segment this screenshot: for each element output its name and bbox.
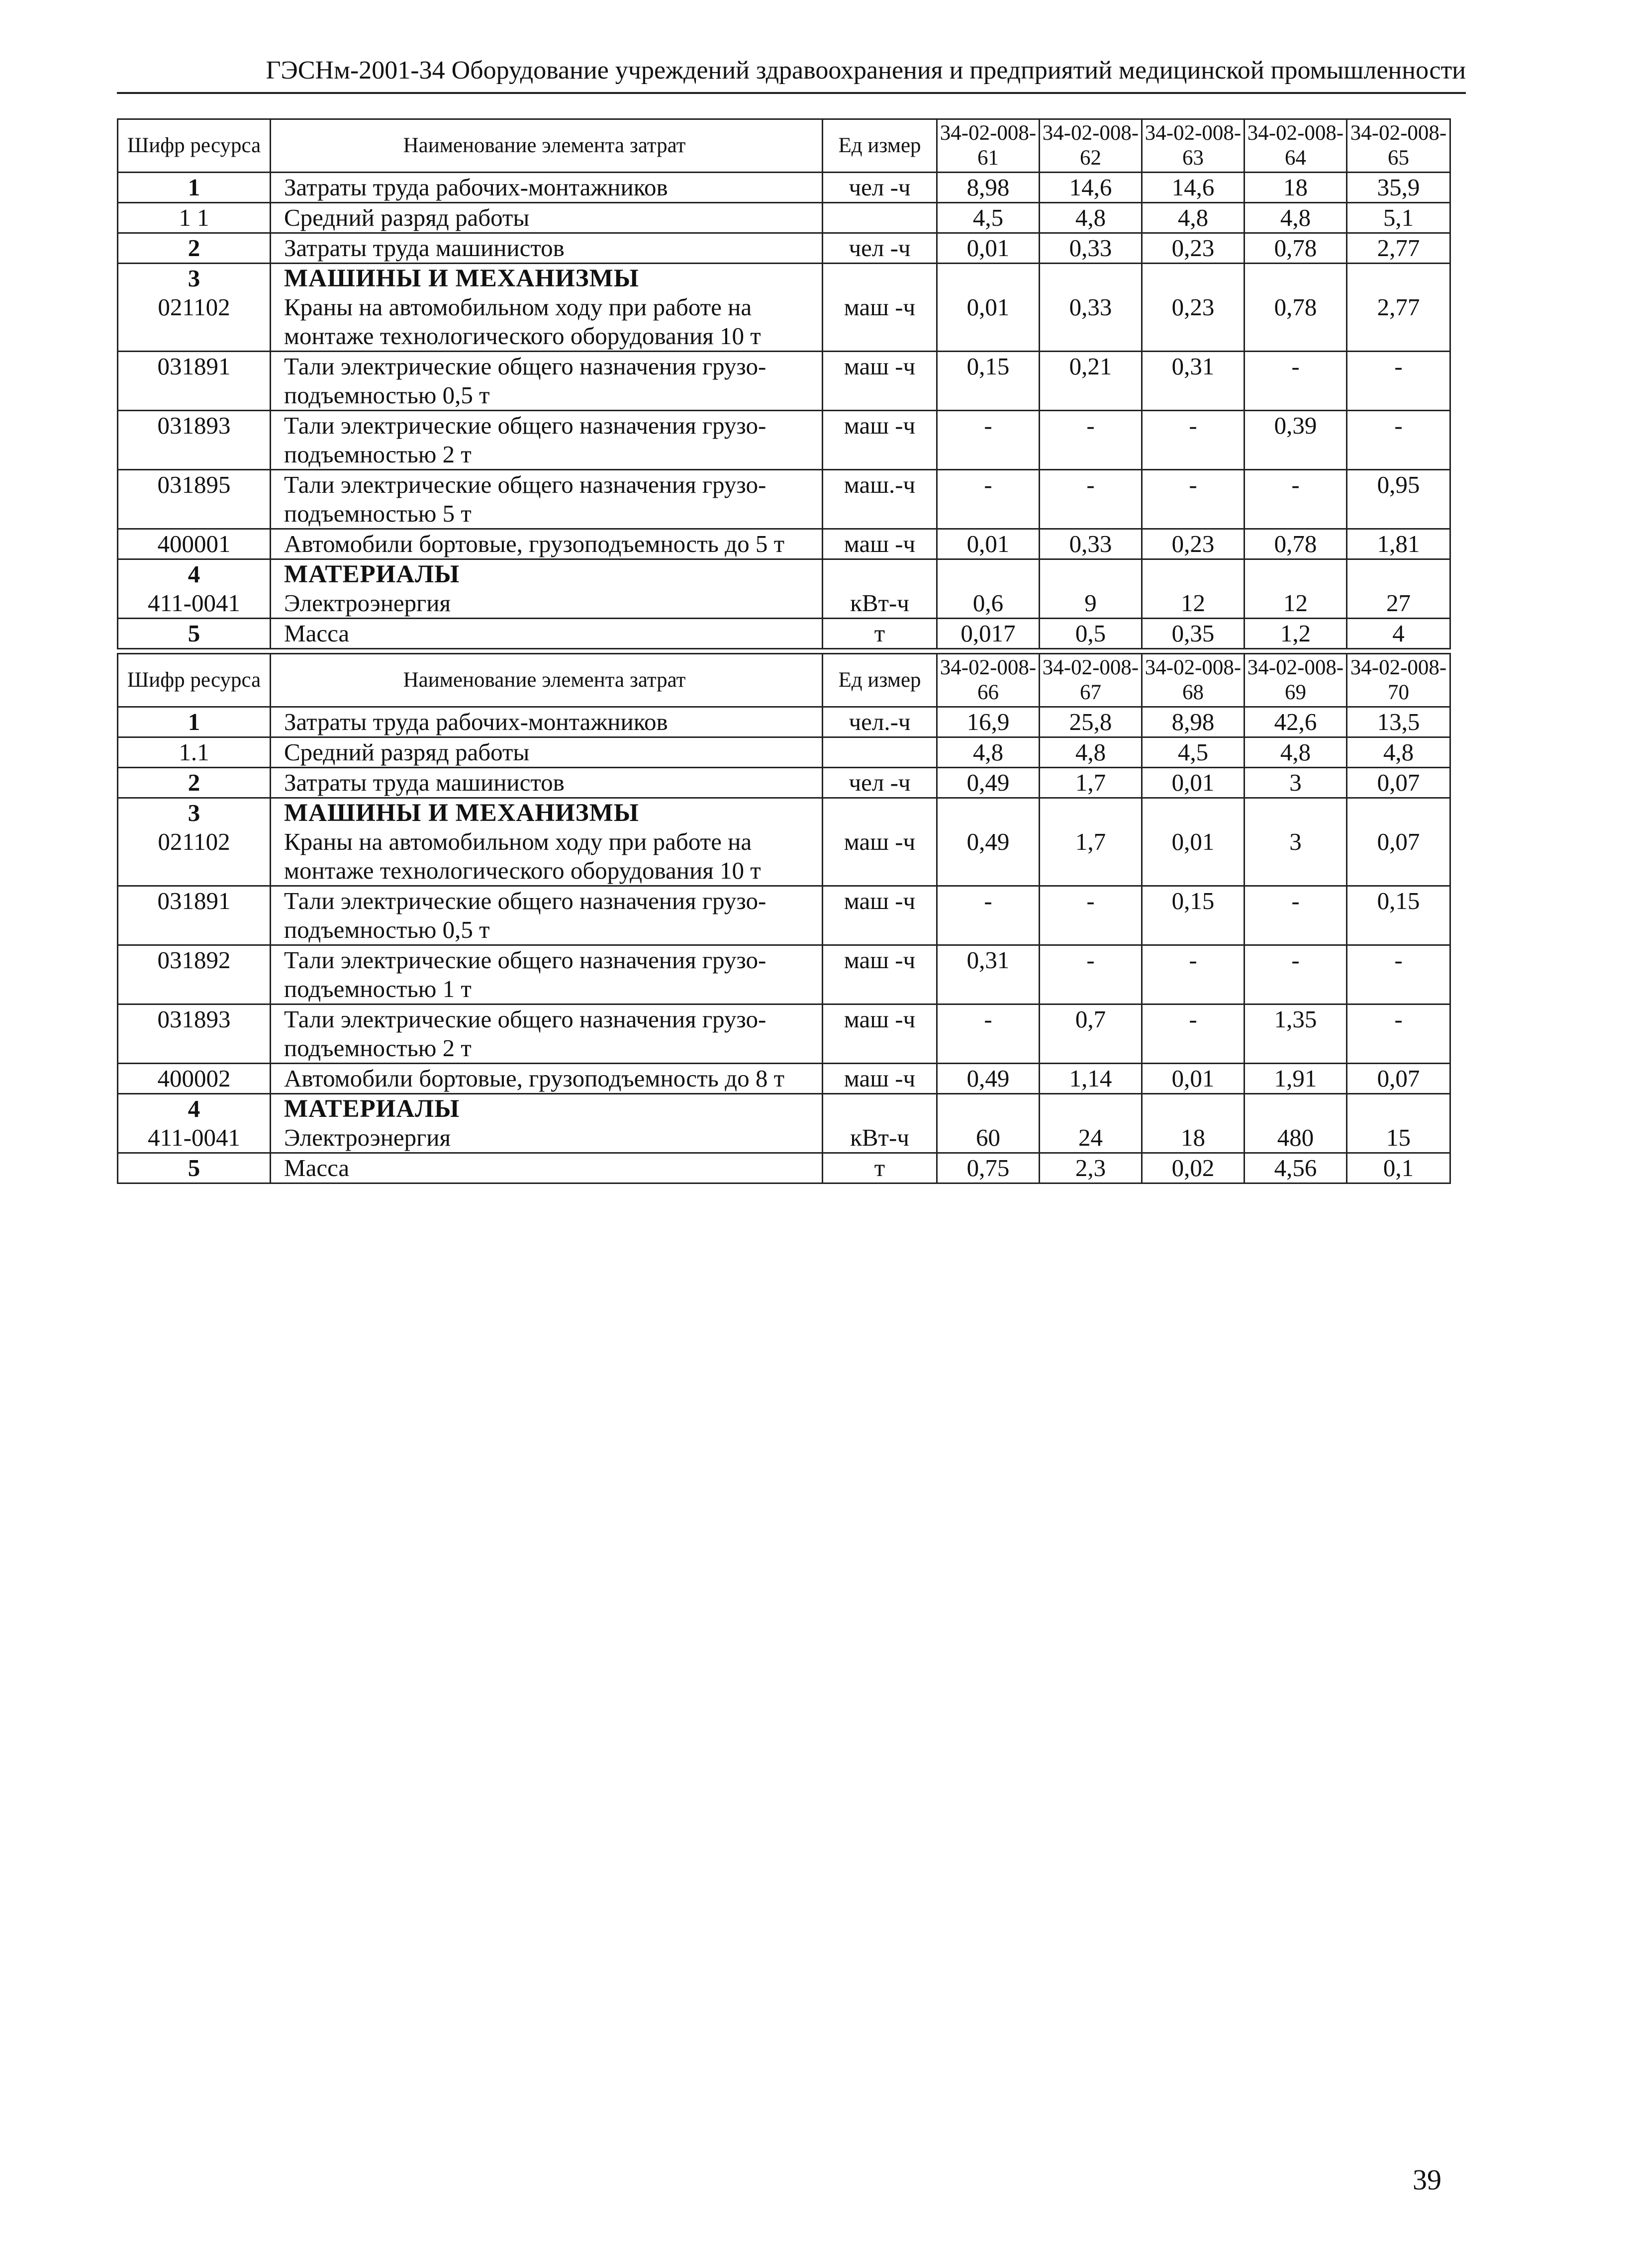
resource-value: 0,23	[1142, 529, 1245, 559]
header-code: Шифр ресурса	[118, 119, 271, 173]
row-labor-workers	[118, 173, 1450, 203]
resource-value	[1245, 264, 1347, 293]
resource-value: 0,02	[1142, 1153, 1245, 1183]
resource-value	[1245, 559, 1347, 589]
row-machine	[118, 827, 1450, 886]
resource-code: 031891	[118, 886, 271, 945]
section-machines	[118, 798, 1450, 828]
resource-value	[1347, 559, 1450, 589]
resource-value: 0,35	[1142, 619, 1245, 649]
resource-value	[937, 559, 1040, 589]
resource-name: Затраты труда рабочих-монтажников	[271, 173, 823, 203]
table-header-row	[118, 119, 1450, 173]
resource-value	[1347, 264, 1450, 293]
resource-value: 4,56	[1245, 1153, 1347, 1183]
resource-value: 0,39	[1245, 411, 1347, 470]
resource-unit	[823, 203, 937, 233]
resource-value: 24	[1040, 1123, 1142, 1153]
resource-value: -	[1245, 352, 1347, 411]
resource-value: 35,9	[1347, 173, 1450, 203]
resource-value: 1,81	[1347, 529, 1450, 559]
resource-value	[1347, 1094, 1450, 1124]
resource-unit: маш -ч	[823, 293, 937, 352]
resource-name: Тали электрические общего назначения грузо-подъемностью 0,5 т	[271, 886, 823, 945]
resource-value: 0,01	[937, 293, 1040, 352]
resource-table-1	[117, 118, 1451, 649]
resource-value: 0,33	[1040, 529, 1142, 559]
resource-value	[1040, 264, 1142, 293]
resource-value: 0,1	[1347, 1153, 1450, 1183]
resource-unit: т	[823, 1153, 937, 1183]
resource-value: 1,7	[1040, 768, 1142, 798]
resource-code: 031891	[118, 352, 271, 411]
resource-value: -	[1142, 411, 1245, 470]
resource-name: МАТЕРИАЛЫ	[271, 559, 823, 589]
resource-value: 4	[1347, 619, 1450, 649]
resource-unit	[823, 798, 937, 828]
resource-value: 4,5	[1142, 737, 1245, 768]
resource-value: 1,35	[1245, 1004, 1347, 1064]
resource-value: 0,01	[1142, 827, 1245, 886]
resource-value	[937, 264, 1040, 293]
resource-value	[1142, 264, 1245, 293]
resource-value: 0,01	[1142, 1064, 1245, 1094]
resource-value: 2,77	[1347, 293, 1450, 352]
resource-value: 0,15	[1347, 886, 1450, 945]
resource-name: Затраты труда машинистов	[271, 768, 823, 798]
resource-code: 031892	[118, 945, 271, 1004]
header-norm-code: 34-02-008-64	[1245, 119, 1347, 173]
row-mass	[118, 619, 1450, 649]
resource-value: 0,49	[937, 1064, 1040, 1094]
resource-value: 4,8	[1040, 737, 1142, 768]
resource-unit: маш -ч	[823, 1064, 937, 1094]
resource-name: Масса	[271, 1153, 823, 1183]
resource-value: -	[1142, 470, 1245, 529]
row-machine	[118, 945, 1450, 1004]
section-materials	[118, 1094, 1450, 1124]
resource-value: 4,8	[937, 737, 1040, 768]
resource-value: 4,8	[1245, 737, 1347, 768]
resource-value: 0,78	[1245, 293, 1347, 352]
resource-value: 480	[1245, 1123, 1347, 1153]
header-norm-code: 34-02-008-68	[1142, 654, 1245, 707]
resource-value: -	[937, 886, 1040, 945]
resource-value: 0,33	[1040, 233, 1142, 264]
resource-code: 1	[118, 707, 271, 737]
resource-value: 12	[1245, 589, 1347, 619]
resource-name: Масса	[271, 619, 823, 649]
resource-unit: маш -ч	[823, 945, 937, 1004]
resource-value: -	[937, 470, 1040, 529]
resource-unit: чел -ч	[823, 233, 937, 264]
resource-value: 0,75	[937, 1153, 1040, 1183]
resource-value: 0,49	[937, 768, 1040, 798]
row-labor-operators	[118, 233, 1450, 264]
resource-table-2	[117, 653, 1451, 1184]
header-norm-code: 34-02-008-69	[1245, 654, 1347, 707]
resource-name: Электроэнергия	[271, 1123, 823, 1153]
resource-name: Краны на автомобильном ходу при работе на монтаже технологического оборудования 10 т	[271, 827, 823, 886]
header-norm-code: 34-02-008-67	[1040, 654, 1142, 707]
resource-name: Автомобили бортовые, грузоподъемность до 5 т	[271, 529, 823, 559]
resource-value: 0,5	[1040, 619, 1142, 649]
resource-value: 0,07	[1347, 768, 1450, 798]
resource-value: -	[937, 1004, 1040, 1064]
resource-name: МАШИНЫ И МЕХАНИЗМЫ	[271, 264, 823, 293]
resource-unit: маш -ч	[823, 411, 937, 470]
resource-name: МАШИНЫ И МЕХАНИЗМЫ	[271, 798, 823, 828]
resource-code: 1.1	[118, 737, 271, 768]
resource-name: Краны на автомобильном ходу при работе на монтаже технологического оборудования 10 т	[271, 293, 823, 352]
resource-value: 0,33	[1040, 293, 1142, 352]
resource-code: 2	[118, 233, 271, 264]
resource-value: 14,6	[1040, 173, 1142, 203]
resource-value	[1245, 1094, 1347, 1124]
resource-unit: т	[823, 619, 937, 649]
resource-value: 14,6	[1142, 173, 1245, 203]
resource-code: 5	[118, 619, 271, 649]
resource-value: 0,23	[1142, 293, 1245, 352]
resource-value: -	[1347, 352, 1450, 411]
row-avg-grade	[118, 203, 1450, 233]
resource-name: Автомобили бортовые, грузоподъемность до 8 т	[271, 1064, 823, 1094]
resource-name: Средний разряд работы	[271, 737, 823, 768]
resource-name: Тали электрические общего назначения грузо-подъемностью 5 т	[271, 470, 823, 529]
resource-value: -	[1040, 886, 1142, 945]
resource-value: 1,2	[1245, 619, 1347, 649]
resource-unit	[823, 264, 937, 293]
resource-code: 411-0041	[118, 589, 271, 619]
resource-value: -	[1245, 470, 1347, 529]
resource-unit	[823, 737, 937, 768]
resource-value: 0,7	[1040, 1004, 1142, 1064]
resource-value: 0,01	[937, 529, 1040, 559]
resource-code: 031893	[118, 1004, 271, 1064]
resource-value: 3	[1245, 827, 1347, 886]
resource-value: -	[1142, 1004, 1245, 1064]
resource-value: 9	[1040, 589, 1142, 619]
resource-unit: кВт-ч	[823, 1123, 937, 1153]
resource-code: 031895	[118, 470, 271, 529]
row-material	[118, 589, 1450, 619]
header-unit: Ед измер	[823, 119, 937, 173]
row-machine	[118, 529, 1450, 559]
resource-value	[1142, 798, 1245, 828]
header-norm-code: 34-02-008-66	[937, 654, 1040, 707]
resource-value: -	[1245, 945, 1347, 1004]
table-header-row	[118, 654, 1450, 707]
resource-value: 0,15	[937, 352, 1040, 411]
resource-value: 3	[1245, 768, 1347, 798]
resource-value	[1040, 1094, 1142, 1124]
resource-name: Затраты труда рабочих-монтажников	[271, 707, 823, 737]
header-code: Шифр ресурса	[118, 654, 271, 707]
resource-code: 4	[118, 1094, 271, 1124]
resource-unit: чел.-ч	[823, 707, 937, 737]
resource-unit	[823, 1094, 937, 1124]
row-machine	[118, 470, 1450, 529]
resource-value: 0,07	[1347, 827, 1450, 886]
row-machine	[118, 352, 1450, 411]
resource-unit: чел -ч	[823, 768, 937, 798]
resource-value: -	[1040, 470, 1142, 529]
resource-value	[937, 798, 1040, 828]
resource-value: 18	[1142, 1123, 1245, 1153]
resource-value: -	[1347, 411, 1450, 470]
resource-name: МАТЕРИАЛЫ	[271, 1094, 823, 1124]
resource-name: Тали электрические общего назначения грузо-подъемностью 2 т	[271, 1004, 823, 1064]
resource-value: 15	[1347, 1123, 1450, 1153]
resource-value	[1347, 798, 1450, 828]
resource-value: 0,21	[1040, 352, 1142, 411]
resource-code: 1 1	[118, 203, 271, 233]
row-mass	[118, 1153, 1450, 1183]
row-material	[118, 1123, 1450, 1153]
resource-value: -	[1040, 945, 1142, 1004]
resource-value: 27	[1347, 589, 1450, 619]
resource-value: 42,6	[1245, 707, 1347, 737]
row-labor-operators	[118, 768, 1450, 798]
resource-value: -	[1347, 945, 1450, 1004]
resource-value	[1142, 1094, 1245, 1124]
resource-code: 031893	[118, 411, 271, 470]
resource-code: 3	[118, 264, 271, 293]
header-rule	[117, 92, 1466, 94]
row-machine	[118, 886, 1450, 945]
resource-value: 0,017	[937, 619, 1040, 649]
resource-unit: маш -ч	[823, 827, 937, 886]
header-unit: Ед измер	[823, 654, 937, 707]
resource-name: Тали электрические общего назначения грузо-подъемностью 2 т	[271, 411, 823, 470]
resource-unit: маш -ч	[823, 529, 937, 559]
resource-value: 0,95	[1347, 470, 1450, 529]
resource-value: -	[937, 411, 1040, 470]
resource-unit: маш -ч	[823, 1004, 937, 1064]
resource-unit: маш.-ч	[823, 470, 937, 529]
resource-value: -	[1245, 886, 1347, 945]
resource-value: 0,49	[937, 827, 1040, 886]
resource-unit: кВт-ч	[823, 589, 937, 619]
resource-value	[1040, 798, 1142, 828]
page-header-title: ГЭСНм-2001-34 Оборудование учреждений здравоохранения и предприятий медицинской промышленности	[266, 56, 1466, 85]
resource-value: -	[1347, 1004, 1450, 1064]
resource-name: Электроэнергия	[271, 589, 823, 619]
resource-value: 0,78	[1245, 233, 1347, 264]
row-machine	[118, 411, 1450, 470]
header-norm-code: 34-02-008-62	[1040, 119, 1142, 173]
resource-value: 4,5	[937, 203, 1040, 233]
resource-value: 13,5	[1347, 707, 1450, 737]
resource-value: 1,14	[1040, 1064, 1142, 1094]
resource-code: 021102	[118, 827, 271, 886]
resource-value: 4,8	[1142, 203, 1245, 233]
resource-code: 2	[118, 768, 271, 798]
section-machines	[118, 264, 1450, 293]
resource-value: 0,23	[1142, 233, 1245, 264]
resource-value: 1,7	[1040, 827, 1142, 886]
resource-value: 0,01	[937, 233, 1040, 264]
resource-value: 25,8	[1040, 707, 1142, 737]
row-labor-workers	[118, 707, 1450, 737]
resource-unit	[823, 559, 937, 589]
resource-code: 1	[118, 173, 271, 203]
resource-value: 0,6	[937, 589, 1040, 619]
resource-value: 8,98	[937, 173, 1040, 203]
resource-value	[1245, 798, 1347, 828]
resource-value: 5,1	[1347, 203, 1450, 233]
resource-value: 0,78	[1245, 529, 1347, 559]
header-name: Наименование элемента затрат	[271, 119, 823, 173]
resource-value: 1,91	[1245, 1064, 1347, 1094]
resource-unit: чел -ч	[823, 173, 937, 203]
resource-value: -	[1040, 411, 1142, 470]
resource-code: 3	[118, 798, 271, 828]
header-norm-code: 34-02-008-65	[1347, 119, 1450, 173]
row-machine	[118, 1064, 1450, 1094]
resource-name: Тали электрические общего назначения грузо-подъемностью 0,5 т	[271, 352, 823, 411]
resource-value: 2,77	[1347, 233, 1450, 264]
resource-unit: маш -ч	[823, 352, 937, 411]
resource-value: 4,8	[1245, 203, 1347, 233]
resource-value: 12	[1142, 589, 1245, 619]
resource-name: Тали электрические общего назначения грузо-подъемностью 1 т	[271, 945, 823, 1004]
resource-value: 60	[937, 1123, 1040, 1153]
resource-value	[1040, 559, 1142, 589]
resource-code: 400001	[118, 529, 271, 559]
resource-value: 16,9	[937, 707, 1040, 737]
resource-value: 0,15	[1142, 886, 1245, 945]
resource-value: 18	[1245, 173, 1347, 203]
page-number: 39	[1413, 2164, 1441, 2196]
header-norm-code: 34-02-008-61	[937, 119, 1040, 173]
resource-value: 4,8	[1040, 203, 1142, 233]
row-avg-grade	[118, 737, 1450, 768]
header-norm-code: 34-02-008-70	[1347, 654, 1450, 707]
resource-value	[1142, 559, 1245, 589]
resource-value: 0,31	[1142, 352, 1245, 411]
resource-value: 0,31	[937, 945, 1040, 1004]
resource-value: 0,07	[1347, 1064, 1450, 1094]
header-name: Наименование элемента затрат	[271, 654, 823, 707]
row-machine	[118, 293, 1450, 352]
resource-value: -	[1142, 945, 1245, 1004]
resource-code: 021102	[118, 293, 271, 352]
resource-code: 400002	[118, 1064, 271, 1094]
resource-value: 0,01	[1142, 768, 1245, 798]
row-machine	[118, 1004, 1450, 1064]
resource-name: Затраты труда машинистов	[271, 233, 823, 264]
resource-value	[937, 1094, 1040, 1124]
resource-code: 411-0041	[118, 1123, 271, 1153]
resource-value: 4,8	[1347, 737, 1450, 768]
resource-code: 4	[118, 559, 271, 589]
section-materials	[118, 559, 1450, 589]
resource-value: 2,3	[1040, 1153, 1142, 1183]
header-norm-code: 34-02-008-63	[1142, 119, 1245, 173]
resource-unit: маш -ч	[823, 886, 937, 945]
resource-code: 5	[118, 1153, 271, 1183]
resource-name: Средний разряд работы	[271, 203, 823, 233]
resource-value: 8,98	[1142, 707, 1245, 737]
